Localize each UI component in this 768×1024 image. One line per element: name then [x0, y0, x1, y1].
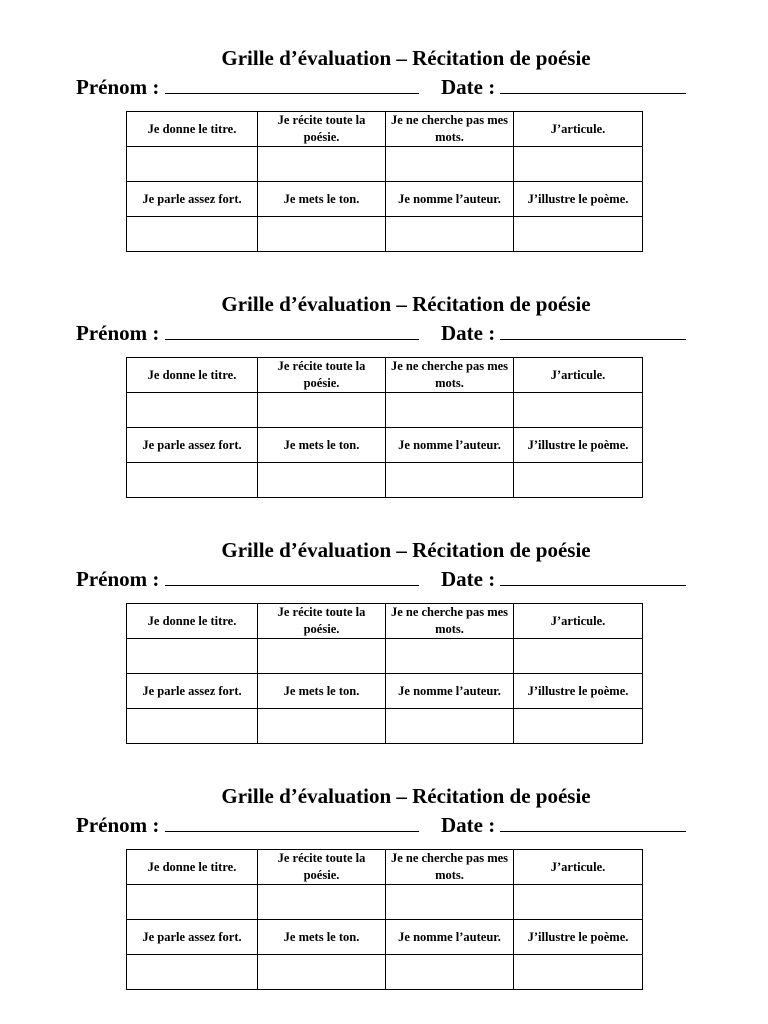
criteria-row: [127, 674, 643, 709]
score-cell: [258, 709, 386, 744]
date-label: Date :: [441, 321, 496, 345]
score-row: [127, 393, 643, 428]
criterion-cell: Je parle assez fort.: [127, 182, 258, 217]
criteria-row: [127, 920, 643, 955]
score-cell: [386, 709, 514, 744]
criterion-cell: J’articule.: [514, 112, 643, 147]
score-cell: [386, 147, 514, 182]
name-blank-line: [165, 319, 419, 340]
block-title: Grille d’évaluation – Récitation de poésie: [221, 46, 591, 70]
evaluation-block-2: [0, 291, 768, 531]
criterion-cell: Je ne cherche pas mes mots.: [386, 358, 514, 393]
score-cell: [514, 217, 643, 252]
date-field: [441, 811, 686, 838]
criterion-cell: Je parle assez fort.: [127, 428, 258, 463]
date-label: Date :: [441, 567, 496, 591]
criterion-cell: Je parle assez fort.: [127, 674, 258, 709]
block-title: Grille d’évaluation – Récitation de poésie: [221, 538, 591, 562]
score-cell: [258, 393, 386, 428]
score-cell: [258, 885, 386, 920]
name-blank-line: [165, 811, 419, 832]
criterion-cell: Je donne le titre.: [127, 604, 258, 639]
criterion-cell: Je donne le titre.: [127, 358, 258, 393]
score-row: [127, 955, 643, 990]
score-cell: [127, 639, 258, 674]
score-cell: [258, 147, 386, 182]
score-cell: [514, 393, 643, 428]
criterion-cell: Je nomme l’auteur.: [386, 428, 514, 463]
score-row: [127, 217, 643, 252]
criterion-cell: Je ne cherche pas mes mots.: [386, 604, 514, 639]
date-blank-line: [500, 565, 686, 586]
criteria-row: [127, 850, 643, 885]
name-label: Prénom :: [76, 567, 160, 591]
evaluation-block-1: [0, 45, 768, 285]
score-cell: [127, 709, 258, 744]
score-cell: [514, 709, 643, 744]
score-row: [127, 639, 643, 674]
evaluation-grid: [126, 603, 643, 744]
score-cell: [127, 217, 258, 252]
name-blank-line: [165, 73, 419, 94]
score-row: [127, 885, 643, 920]
evaluation-block-4: [0, 783, 768, 1023]
criterion-cell: J’articule.: [514, 604, 643, 639]
date-label: Date :: [441, 75, 496, 99]
criterion-cell: Je nomme l’auteur.: [386, 182, 514, 217]
score-cell: [258, 217, 386, 252]
date-blank-line: [500, 319, 686, 340]
name-field: [76, 73, 419, 100]
criteria-row: [127, 182, 643, 217]
score-cell: [386, 639, 514, 674]
score-cell: [127, 147, 258, 182]
criterion-cell: Je mets le ton.: [258, 182, 386, 217]
name-field: [76, 811, 419, 838]
criterion-cell: Je nomme l’auteur.: [386, 920, 514, 955]
criteria-row: [127, 604, 643, 639]
criterion-cell: Je mets le ton.: [258, 428, 386, 463]
criterion-cell: Je récite toute la poésie.: [258, 850, 386, 885]
criterion-cell: J’illustre le poème.: [514, 182, 643, 217]
criterion-cell: Je mets le ton.: [258, 920, 386, 955]
criterion-cell: Je ne cherche pas mes mots.: [386, 850, 514, 885]
name-field: [76, 565, 419, 592]
evaluation-grid: [126, 357, 643, 498]
criterion-cell: Je donne le titre.: [127, 850, 258, 885]
name-label: Prénom :: [76, 75, 160, 99]
criteria-row: [127, 428, 643, 463]
score-cell: [258, 639, 386, 674]
name-label: Prénom :: [76, 813, 160, 837]
evaluation-grid: [126, 111, 643, 252]
criterion-cell: Je donne le titre.: [127, 112, 258, 147]
date-field: [441, 565, 686, 592]
criterion-cell: J’articule.: [514, 358, 643, 393]
criterion-cell: Je ne cherche pas mes mots.: [386, 112, 514, 147]
block-title: Grille d’évaluation – Récitation de poésie: [221, 292, 591, 316]
score-cell: [514, 147, 643, 182]
name-field: [76, 319, 419, 346]
score-cell: [386, 393, 514, 428]
score-row: [127, 147, 643, 182]
evaluation-grid: [126, 849, 643, 990]
score-cell: [127, 885, 258, 920]
criterion-cell: Je mets le ton.: [258, 674, 386, 709]
criterion-cell: Je parle assez fort.: [127, 920, 258, 955]
criterion-cell: Je récite toute la poésie.: [258, 358, 386, 393]
criterion-cell: Je récite toute la poésie.: [258, 604, 386, 639]
score-cell: [514, 955, 643, 990]
date-field: [441, 319, 686, 346]
criterion-cell: Je nomme l’auteur.: [386, 674, 514, 709]
score-cell: [514, 885, 643, 920]
score-cell: [514, 463, 643, 498]
score-row: [127, 709, 643, 744]
criterion-cell: J’illustre le poème.: [514, 428, 643, 463]
evaluation-block-3: [0, 537, 768, 777]
score-cell: [127, 463, 258, 498]
criterion-cell: J’articule.: [514, 850, 643, 885]
name-blank-line: [165, 565, 419, 586]
criterion-cell: J’illustre le poème.: [514, 674, 643, 709]
date-field: [441, 73, 686, 100]
score-cell: [514, 639, 643, 674]
date-blank-line: [500, 73, 686, 94]
score-cell: [127, 393, 258, 428]
date-blank-line: [500, 811, 686, 832]
name-label: Prénom :: [76, 321, 160, 345]
score-cell: [258, 955, 386, 990]
criterion-cell: Je récite toute la poésie.: [258, 112, 386, 147]
block-title: Grille d’évaluation – Récitation de poésie: [221, 784, 591, 808]
score-cell: [386, 217, 514, 252]
criteria-row: [127, 112, 643, 147]
score-cell: [386, 463, 514, 498]
score-row: [127, 463, 643, 498]
date-label: Date :: [441, 813, 496, 837]
score-cell: [258, 463, 386, 498]
score-cell: [127, 955, 258, 990]
score-cell: [386, 885, 514, 920]
score-cell: [386, 955, 514, 990]
criterion-cell: J’illustre le poème.: [514, 920, 643, 955]
criteria-row: [127, 358, 643, 393]
